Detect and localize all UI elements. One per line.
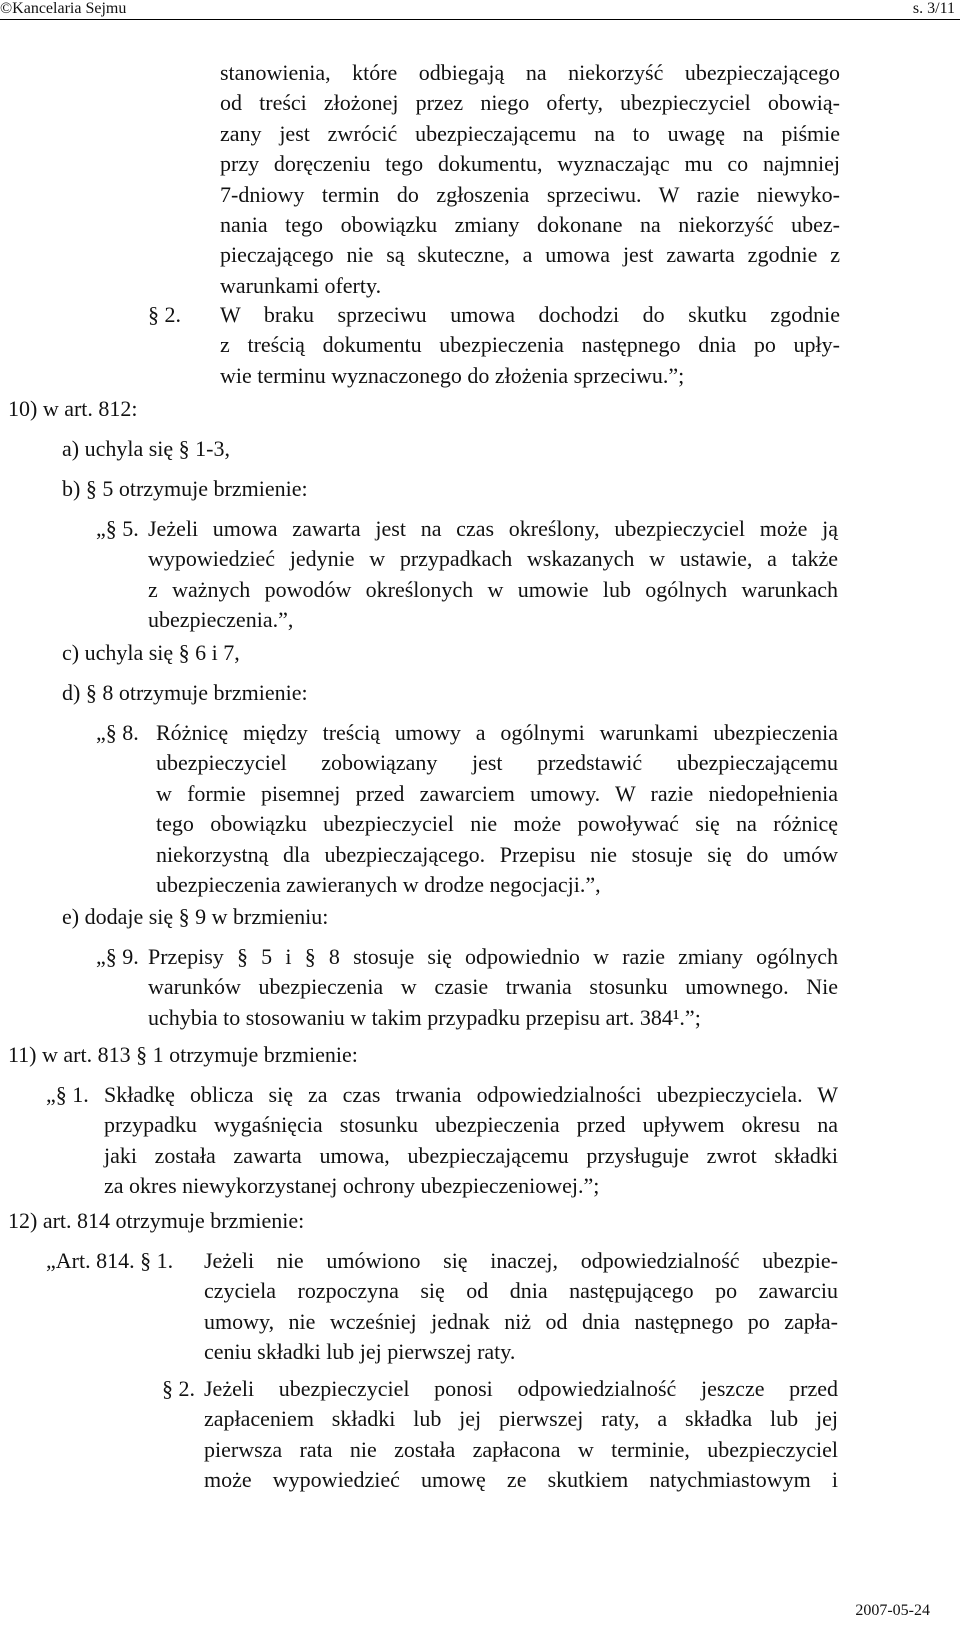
item-10b: b) § 5 otrzymuje brzmienie: bbox=[62, 476, 308, 501]
text-line: ubezpieczyciel zobowiązany jest przedstawić ubezpieczającemu bbox=[156, 750, 838, 776]
item-12: 12) art. 814 otrzymuje brzmienie: bbox=[8, 1208, 305, 1233]
text-line: od treści złożonej przez niego oferty, ubezpieczyciel obowią- bbox=[220, 90, 840, 116]
text-line: W braku sprzeciwu umowa dochodzi do skutku zgodnie bbox=[220, 302, 840, 327]
text-line: pieczającego nie są skuteczne, a umowa jest zawarta zgodnie z bbox=[220, 242, 840, 268]
text-line: z treścią dokumentu ubezpieczenia następnego dnia po upły- bbox=[220, 332, 840, 358]
text-line: pierwsza rata nie została zapłacona w terminie, ubezpieczyciel bbox=[204, 1436, 838, 1462]
text-line: przypadku wygaśnięcia stosunku ubezpieczenia przed upływem okresu na bbox=[104, 1112, 838, 1138]
text-line: warunków ubezpieczenia w czasie trwania stosunku umownego. Nie bbox=[148, 974, 838, 1000]
text-line: uchybia to stosowaniu w takim przypadku przepisu art. 384¹.”; bbox=[148, 1004, 701, 1030]
item-10c: c) uchyla się § 6 i 7, bbox=[62, 640, 240, 665]
text-line: ubezpieczenia.”, bbox=[148, 607, 294, 633]
text-line: Jeżeli umowa zawarta jest na czas określony, ubezpieczyciel może ją bbox=[148, 516, 838, 541]
section-5-lead: „§ 5. bbox=[96, 516, 139, 541]
section-8-lead: „§ 8. bbox=[96, 720, 139, 745]
text-line: czyciela rozpoczyna się od dnia następującego po zawarciu bbox=[204, 1278, 838, 1304]
item-11: 11) w art. 813 § 1 otrzymuje brzmienie: bbox=[8, 1042, 358, 1067]
text-line: Różnicę między treścią umowy a ogólnymi warunkami ubezpieczenia bbox=[156, 720, 838, 745]
text-line: niekorzystną dla ubezpieczającego. Przepisu nie stosuje się do umów bbox=[156, 841, 838, 867]
header-divider bbox=[0, 19, 960, 20]
item-10d: d) § 8 otrzymuje brzmienie: bbox=[62, 680, 308, 705]
header-page-number: s. 3/11 bbox=[912, 0, 955, 17]
text-line: w formie pisemnej przed zawarciem umowy. W razie niedopełnienia bbox=[156, 780, 838, 806]
text-line: z ważnych powodów określonych w umowie lub ogólnych warunkach bbox=[148, 576, 838, 602]
text-line: Jeżeli nie umówiono się inaczej, odpowiedzialność ubezpie- bbox=[204, 1248, 838, 1273]
header-copyright: ©Kancelaria Sejmu bbox=[0, 0, 127, 17]
text-line: może wypowiedzieć umowę ze skutkiem natychmiastowym i bbox=[204, 1467, 838, 1493]
text-line: jaki została zawarta umowa, ubezpieczającemu przysługuje zwrot składki bbox=[104, 1142, 838, 1168]
text-line: Składkę oblicza się za czas trwania odpowiedzialności ubezpieczyciela. W bbox=[104, 1082, 838, 1107]
section-5-text bbox=[148, 514, 838, 636]
text-line: ceniu składki lub jej pierwszej raty. bbox=[204, 1339, 516, 1365]
section-813-1-lead: „§ 1. bbox=[46, 1082, 89, 1107]
section-2-text bbox=[220, 300, 840, 391]
text-line: stanowienia, które odbiegają na niekorzyść ubezpieczającego bbox=[220, 60, 840, 85]
item-10a: a) uchyla się § 1-3, bbox=[62, 436, 230, 461]
article-814-2-text bbox=[204, 1374, 838, 1496]
paragraph-continuation bbox=[220, 58, 840, 301]
text-line: zany jest zwrócić ubezpieczającemu na to uwagę na piśmie bbox=[220, 120, 840, 146]
section-9-lead: „§ 9. bbox=[96, 944, 139, 969]
text-line: wie terminu wyznaczonego do złożenia sprzeciwu.”; bbox=[220, 362, 685, 388]
text-line: nania tego obowiązku zmiany dokonane na niekorzyść ubez- bbox=[220, 212, 840, 238]
text-line: Przepisy § 5 i § 8 stosuje się odpowiednio w razie zmiany ogólnych bbox=[148, 944, 838, 969]
text-line: tego obowiązku ubezpieczyciel nie może powoływać się na różnicę bbox=[156, 811, 838, 837]
section-813-1-text bbox=[104, 1080, 838, 1202]
article-814-lead: „Art. 814. § 1. bbox=[46, 1248, 174, 1273]
text-line: za okres niewykorzystanej ochrony ubezpieczeniowej.”; bbox=[104, 1173, 600, 1199]
text-line: umowy, nie wcześniej jednak niż od dnia następnego po zapła- bbox=[204, 1308, 838, 1334]
article-814-1-text bbox=[204, 1246, 838, 1368]
section-9-text bbox=[148, 942, 838, 1033]
item-10: 10) w art. 812: bbox=[8, 396, 138, 421]
text-line: warunkami oferty. bbox=[220, 272, 382, 298]
footer-date: 2007-05-24 bbox=[855, 1602, 930, 1619]
item-10e: e) dodaje się § 9 w brzmieniu: bbox=[62, 904, 329, 929]
text-line: wypowiedzieć jedynie w przypadkach wskazanych w ustawie, a także bbox=[148, 546, 838, 572]
text-line: Jeżeli ubezpieczyciel ponosi odpowiedzialność jeszcze przed bbox=[204, 1376, 838, 1401]
section-8-text bbox=[156, 718, 838, 900]
text-line: zapłaceniem składki lub jej pierwszej raty, a składka lub jej bbox=[204, 1406, 838, 1432]
text-line: ubezpieczenia zawieranych w drodze negocjacji.”, bbox=[156, 872, 601, 898]
article-814-2-lead: § 2. bbox=[162, 1376, 195, 1401]
section-2-lead: § 2. bbox=[148, 302, 181, 327]
text-line: 7-dniowy termin do zgłoszenia sprzeciwu. W razie niewyko- bbox=[220, 181, 840, 207]
text-line: przy doręczeniu tego dokumentu, wyznaczając mu co najmniej bbox=[220, 151, 840, 177]
